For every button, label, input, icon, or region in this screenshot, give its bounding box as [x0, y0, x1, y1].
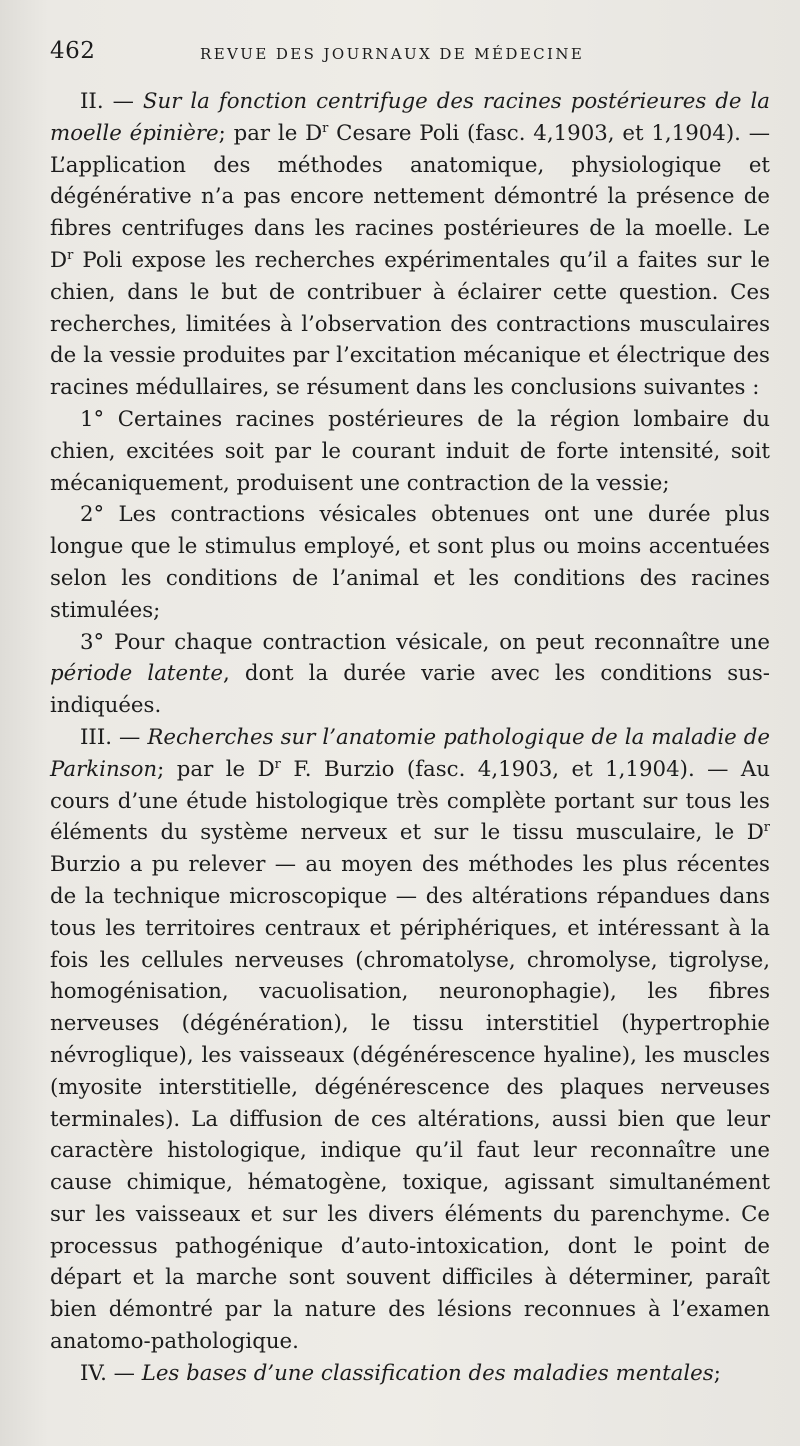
author-prefix: ; par le D — [218, 120, 323, 146]
article-body — [50, 86, 770, 1390]
section-iii — [50, 722, 770, 1358]
section-title: Recherches sur l’anatomie pathologique de la maladie de Parkinson — [50, 724, 770, 782]
section-text-continued: Burzio a pu relever — au moyen des méthodes les plus récentes de la technique microscopique — des altérations répandues dans tous les territoires centraux et périphériques, et intéressant à la fois les cellules nerveuses (chromatolyse, chromolyse, tigrolyse, homogénisation, vacuolisation, neuronophagie), les fibres nerveuses (dégénération), le tissu interstitiel (hypertrophie névroglique), les vaisseaux (dégénérescence hyaline), les muscles (myosite interstitielle, dégénérescence des plaques nerveuses terminales). La diffusion de ces altérations, aussi bien que leur caractère histologique, indique qu’il faut leur reconnaître une cause chimique, hématogène, toxique, agissant simultanément sur les vaisseaux et sur les divers éléments du parenchyme. Ce processus pathogénique d’auto-intoxication, dont le point de départ et la marche sont souvent difficiles à déterminer, paraît bien démontré par la nature des lésions reconnues à l’examen anatomo-pathologique. — [50, 852, 770, 1355]
item-text: 3° Pour chaque contraction vésicale, on peut reconnaître une — [80, 629, 770, 655]
section-text: Cesare Poli (fasc. 4,1903, et 1,1904). — L’application des méthodes anatomique, physiologique et dégénérative n’a pas encore nettement démontré la présence de fibres centrifuges dans les racines postérieures de la moelle. Le D — [50, 120, 771, 273]
section-title: Sur la fonction centrifuge des racines postérieures de la moelle épinière — [50, 89, 770, 146]
section-number: IV. — [80, 1360, 107, 1386]
superscript: r — [763, 820, 770, 836]
section-tail: ; — [713, 1360, 721, 1386]
section-dash: — — [103, 89, 143, 114]
author-prefix: ; par le D — [157, 756, 275, 782]
item-text-end: , dont la durée varie avec les conditions sus-indiquées. — [50, 661, 770, 719]
section-dash: — — [112, 724, 148, 750]
section-text-continued: Poli expose les recherches expérimentales qu’il a faites sur le chien, dans le but de contribuer à éclairer cette question. Ces recherches, limitées à l’observation des contractions musculaires de la vessie produites par l’excitation mécanique et électrique des racines médullaires, se résument dans les conclusions suivantes : — [50, 247, 770, 401]
section-dash: — — [106, 1360, 142, 1386]
section-number: II. — [80, 89, 104, 114]
running-title: REVUE DES JOURNAUX DE MÉDECINE — [200, 45, 585, 63]
superscript: r — [67, 247, 74, 263]
item-emphasis: période latente — [50, 661, 223, 687]
section-title: Les bases d’une classification des maladies mentales — [141, 1360, 714, 1386]
superscript: r — [322, 120, 329, 136]
section-iv — [50, 1358, 770, 1390]
conclusion-item-2: 2° Les contractions vésicales obtenues ont une durée plus longue que le stimulus employé, et sont plus ou moins accentuées selon les conditions de l’animal et les conditions des racines stimulées; — [50, 502, 770, 623]
section-text: F. Burzio (fasc. 4,1903, et 1,1904). — Au cours d’une étude histologique très complète portant sur tous les éléments du système nerveux et sur le tissu musculaire, le D — [50, 756, 770, 846]
running-header — [50, 38, 770, 72]
conclusion-item-3 — [50, 627, 770, 722]
superscript: r — [274, 756, 281, 772]
section-ii — [50, 86, 770, 404]
page-number: 462 — [50, 38, 96, 64]
conclusion-item-1: 1° Certaines racines postérieures de la région lombaire du chien, excitées soit par le courant induit de forte intensité, soit mécaniquement, produisent une contraction de la vessie; — [50, 406, 770, 496]
section-number: III. — [80, 724, 113, 750]
